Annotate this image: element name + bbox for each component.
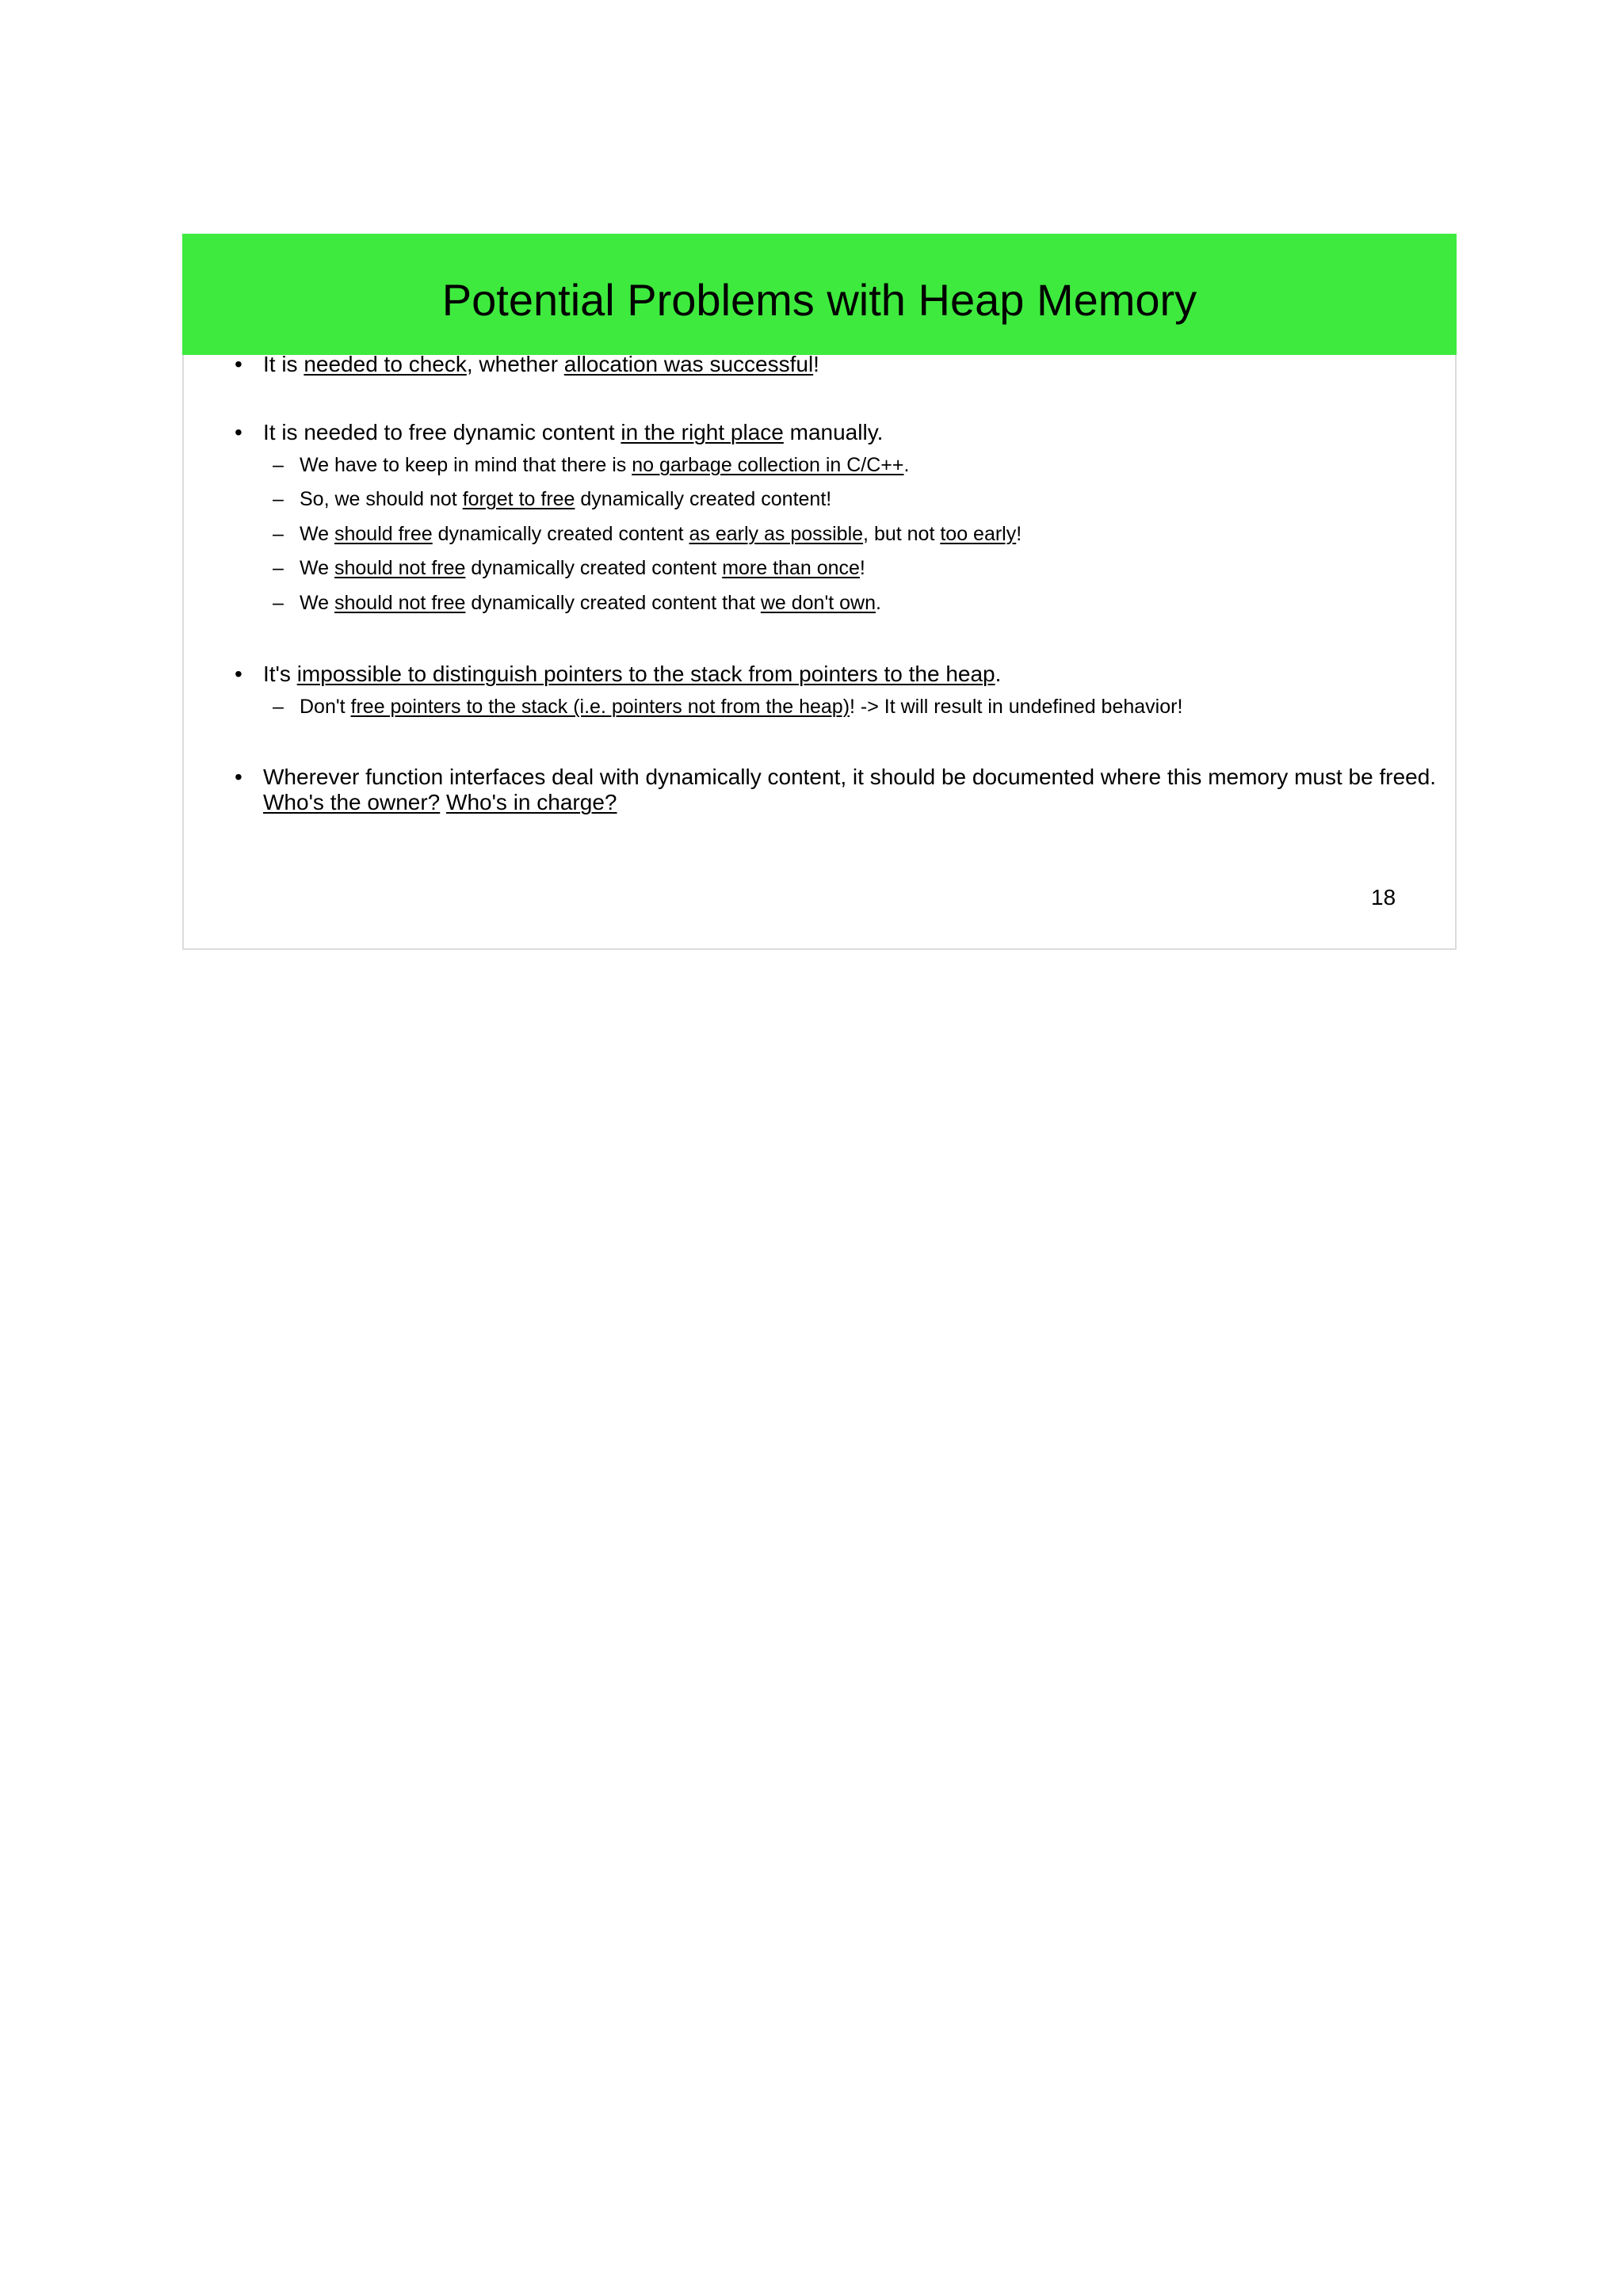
text-run: , but not (863, 523, 941, 545)
text-run: We (300, 523, 334, 545)
underlined-text: should not free (334, 557, 466, 579)
underlined-text: in the right place (621, 420, 784, 444)
bullet-text (263, 420, 883, 445)
text-run: It is needed to free dynamic content (263, 420, 621, 444)
underlined-text: Who's the owner? (263, 790, 441, 814)
sub-bullet-mark: – (273, 454, 284, 476)
underlined-text: free pointers to the stack (i.e. pointers not from the heap) (350, 696, 850, 718)
sub-bullet-text (300, 695, 1182, 719)
bullet-text (263, 352, 819, 377)
underlined-text: needed to check (304, 352, 467, 376)
text-run: . (995, 662, 1002, 686)
bullet-text-line: Wherever function interfaces deal with dynamically content, it should be documented where this memory must be freed. (263, 765, 1437, 789)
bullet-text (263, 662, 1001, 687)
underlined-text: impossible to distinguish pointers to the stack from pointers to the heap (296, 662, 995, 686)
sub-bullet-text (300, 453, 909, 477)
text-run: ! (813, 352, 819, 376)
text-run: It's (263, 662, 297, 686)
bullet-mark: • (235, 420, 242, 444)
sub-bullet-text (300, 522, 1022, 546)
bullet-text (263, 765, 1436, 815)
bullet-mark: • (235, 765, 242, 789)
underlined-text: no garbage collection in C/C++ (632, 454, 904, 476)
underlined-text: as early as possible (689, 523, 864, 545)
sub-bullet-text (300, 591, 881, 615)
sub-bullet-text (300, 487, 831, 511)
sub-bullet-mark: – (273, 696, 284, 718)
underlined-text: allocation was successful (563, 352, 814, 376)
text-run: Don't (300, 696, 351, 718)
bullet-text-line (263, 790, 1436, 815)
text-run: dynamically created content (465, 557, 723, 579)
text-run: . (876, 592, 881, 614)
text-run (440, 790, 446, 814)
text-run: It is (263, 352, 304, 376)
sub-bullet-mark: – (273, 557, 284, 579)
underlined-text: should not free (334, 592, 466, 614)
sub-bullet-mark: – (273, 592, 284, 614)
underlined-text: too early (940, 523, 1017, 545)
underlined-text: more than once (722, 557, 860, 579)
text-run: dynamically created content (432, 523, 689, 545)
text-run: . (903, 454, 910, 476)
text-run: So, we should not (300, 488, 463, 510)
underlined-text: forget to free (462, 488, 575, 510)
underlined-text: Who's in charge? (446, 790, 617, 814)
text-run: manually. (783, 420, 884, 444)
page-number: 18 (1371, 885, 1396, 910)
text-run: We (300, 557, 334, 579)
slide-content (184, 235, 1455, 948)
bullet-mark: • (235, 352, 242, 376)
text-run: dynamically created content! (575, 488, 832, 510)
text-run: , whether (466, 352, 564, 376)
slide (182, 234, 1457, 950)
text-run: ! (1016, 523, 1022, 545)
slide-title: Potential Problems with Heap Memory (441, 275, 1197, 325)
text-run: dynamically created content that (465, 592, 761, 614)
text-run: We (300, 592, 334, 614)
text-run: We have to keep in mind that there is (300, 454, 632, 476)
underlined-text: should free (334, 523, 433, 545)
text-run: ! -> It will result in undefined behavior! (850, 696, 1183, 718)
sub-bullet-mark: – (273, 488, 284, 510)
underlined-text: we don't own (760, 592, 876, 614)
sub-bullet-mark: – (273, 523, 284, 545)
bullet-mark: • (235, 662, 242, 686)
text-run: ! (859, 557, 865, 579)
sub-bullet-text (300, 556, 865, 580)
